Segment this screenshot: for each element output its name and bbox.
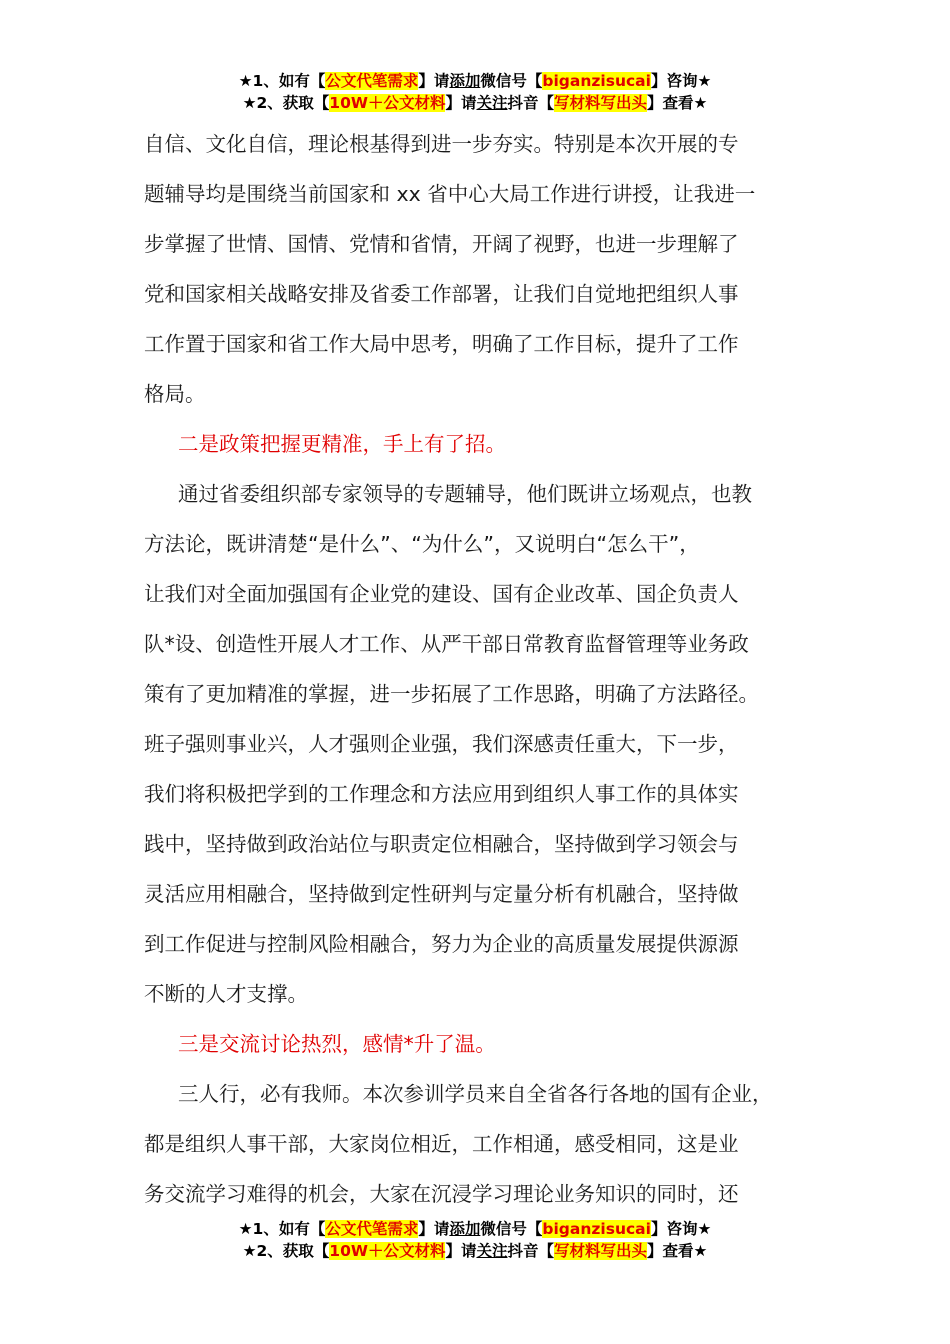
banner-text: 】咨询★ <box>650 72 712 90</box>
section-heading-2: 二是政策把握更精准，手上有了招。 <box>178 432 506 456</box>
highlight-douyin: 写材料写出头 <box>554 94 648 112</box>
banner-text: 】请 <box>445 1242 477 1260</box>
banner-text: 2、获取【 <box>256 94 330 112</box>
top-banner <box>0 70 950 114</box>
paragraph-line: 策有了更加精准的掌握，进一步拓展了工作思路，明确了方法路径。 <box>144 682 759 706</box>
highlight-wechat-id: biganzisucai <box>542 72 651 90</box>
paragraph-line: 题辅导均是围绕当前国家和 xx 省中心大局工作进行讲授，让我进一 <box>144 182 756 206</box>
paragraph-line: 让我们对全面加强国有企业党的建设、国有企业改革、国企负责人 <box>144 582 739 606</box>
paragraph-line: 自信、文化自信，理论根基得到进一步夯实。特别是本次开展的专 <box>144 132 739 156</box>
paragraph-line: 班子强则事业兴，人才强则企业强，我们深感责任重大，下一步， <box>144 732 739 756</box>
highlight-materials: 10W＋公文材料 <box>329 1242 446 1260</box>
banner-text: 1、如有【 <box>252 1220 326 1238</box>
banner-line-2 <box>0 1240 950 1262</box>
highlight-wechat-id: biganzisucai <box>542 1220 651 1238</box>
banner-text: 2、获取【 <box>256 1242 330 1260</box>
banner-text: 】请 <box>445 94 477 112</box>
banner-line-1 <box>0 1218 950 1240</box>
paragraph-line: 格局。 <box>144 382 206 406</box>
banner-text: 】请 <box>418 72 450 90</box>
banner-text: 】查看★ <box>647 94 708 112</box>
banner-text: 微信号【 <box>480 72 543 90</box>
star-icon: ★ <box>238 1220 253 1238</box>
banner-text: 抖音【 <box>507 94 554 112</box>
paragraph-line: 我们将积极把学到的工作理念和方法应用到组织人事工作的具体实 <box>144 782 739 806</box>
banner-text: 】请 <box>418 1220 450 1238</box>
highlight-douyin: 写材料写出头 <box>554 1242 648 1260</box>
banner-text: 】咨询★ <box>650 1220 712 1238</box>
bottom-banner <box>0 1218 950 1262</box>
banner-line-2 <box>0 92 950 114</box>
paragraph-line: 灵活应用相融合，坚持做到定性研判与定量分析有机融合，坚持做 <box>144 882 739 906</box>
highlight-service: 公文代笔需求 <box>325 1220 419 1238</box>
star-icon: ★ <box>238 72 253 90</box>
banner-underlined: 添加 <box>449 1220 481 1238</box>
paragraph-line: 不断的人才支撑。 <box>144 982 308 1006</box>
paragraph-line: 队*设、创造性开展人才工作、从严干部日常教育监督管理等业务政 <box>144 632 749 656</box>
banner-text: 微信号【 <box>480 1220 543 1238</box>
banner-text: 】查看★ <box>647 1242 708 1260</box>
star-icon: ★ <box>242 1242 257 1260</box>
banner-line-1 <box>0 70 950 92</box>
paragraph-line: 党和国家相关战略安排及省委工作部署，让我们自觉地把组织人事 <box>144 282 739 306</box>
banner-text: 抖音【 <box>507 1242 554 1260</box>
star-icon: ★ <box>242 94 257 112</box>
paragraph-line: 通过省委组织部专家领导的专题辅导，他们既讲立场观点，也教 <box>178 482 752 506</box>
paragraph-line: 践中，坚持做到政治站位与职责定位相融合，坚持做到学习领会与 <box>144 832 739 856</box>
banner-text: 1、如有【 <box>252 72 326 90</box>
paragraph-line: 务交流学习难得的机会，大家在沉浸学习理论业务知识的同时，还 <box>144 1182 739 1206</box>
banner-underlined: 关注 <box>476 1242 508 1260</box>
highlight-materials: 10W＋公文材料 <box>329 94 446 112</box>
paragraph-line: 工作置于国家和省工作大局中思考，明确了工作目标，提升了工作 <box>144 332 739 356</box>
highlight-service: 公文代笔需求 <box>325 72 419 90</box>
paragraph-line: 到工作促进与控制风险相融合，努力为企业的高质量发展提供源源 <box>144 932 739 956</box>
paragraph-line: 都是组织人事干部，大家岗位相近，工作相通，感受相同，这是业 <box>144 1132 739 1156</box>
paragraph-line: 步掌握了世情、国情、党情和省情，开阔了视野，也进一步理解了 <box>144 232 739 256</box>
section-heading-3: 三是交流讨论热烈，感情*升了温。 <box>178 1032 496 1056</box>
banner-underlined: 关注 <box>476 94 508 112</box>
banner-underlined: 添加 <box>449 72 481 90</box>
paragraph-line: 方法论，既讲清楚“是什么”、“为什么”，又说明白“怎么干”， <box>144 532 700 556</box>
paragraph-line: 三人行，必有我师。本次参训学员来自全省各行各地的国有企业， <box>178 1082 773 1106</box>
